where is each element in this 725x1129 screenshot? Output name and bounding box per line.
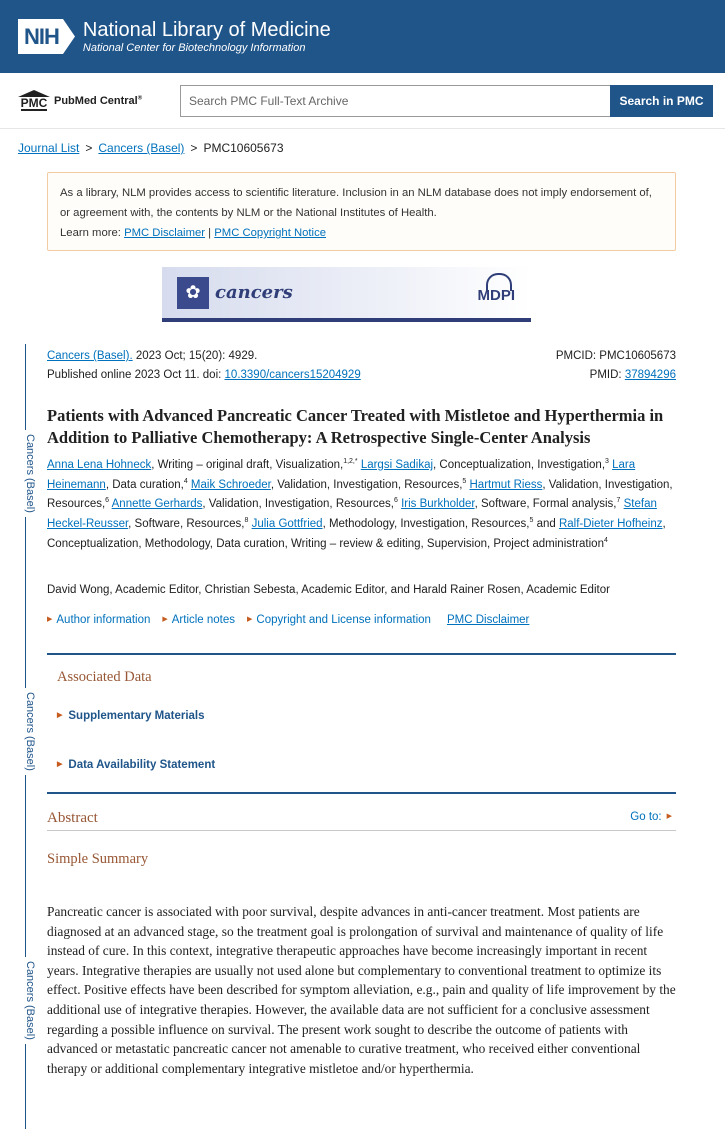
author-link[interactable]: Anna Lena Hohneck <box>47 459 152 471</box>
simple-summary-text: Pancreatic cancer is associated with poor survival, despite advances in anti-cancer treatment. Most patients are diagnosed at an advanced stage, so the treatment goal is prolongation of survival and maintenance of quality of life instead of cure. In this context, integrative therapeutic approaches have become increasingly important in recent years. Integrative therapies are usually not used alone but complementary to conventional treatment to optimize its effect. Positive effects have been described for symptom alleviation, e.g., pain and quality of life improvement by the additional use of integrative therapies. However, the available data are not sufficient for a conclusive assessment regarding a possible influence on survival. The present work sought to describe the outcome of patients with advanced or metastatic pancreatic cancer not amenable to curative treatment, who received either conventional therapy or additional complementary integrative mistletoe and/or hyperthermia. <box>47 904 676 1076</box>
pmc-building-icon: PMC <box>18 90 50 111</box>
author-information-toggle[interactable]: ▶ Author information <box>47 614 151 626</box>
pmc-logo[interactable] <box>18 90 180 111</box>
nih-title: National Library of Medicine <box>82 18 331 41</box>
author-roles: , Conceptualization, Investigation, <box>433 459 606 471</box>
author-link[interactable]: Hartmut Riess <box>469 478 543 491</box>
author-list: Anna Lena Hohneck, Writing – original draft, Visualization,$^{1,2,*}$ Largsi Sadikaj, Conceptualization, Investigation,$^3$ Lara Heinemann, Data curation,$^4$ Maik Schroeder, Validation, Investigation, Resources,$^5$ Hartmut Riess, Validation, Investigation, Resources,$^6$ Annette Gerhards, Validation, Investigation, Resources,$^6$ Iris Burkholder, Software, Formal analysis,$^7$ Stefan Heckel-Reusser, Software, Resources,$^8$ Julia Gottfried, Methodology, Investigation, Resources,$^5$ and Ralf-Dieter Hofheinz, Conceptualization, Methodology, Data curation, Writing – review & editing, Supervision, Project administration$^4$ <box>47 458 673 550</box>
author-link[interactable]: Lara Heinemann <box>47 459 636 491</box>
breadcrumb-journal[interactable]: Cancers (Basel) <box>98 141 185 155</box>
article-title: Patients with Advanced Pancreatic Cancer Treated with Mistletoe and Hyperthermia in Addition to Palliative Chemotherapy: A Retrospective Single-Center Analysis <box>47 406 664 447</box>
goto-menu[interactable]: Go to: ▶ <box>630 811 672 823</box>
nih-badge: NIH <box>18 19 75 54</box>
nih-subtitle: National Center for Biotechnology Information <box>82 41 306 54</box>
author-link[interactable]: Iris Burkholder <box>401 498 475 511</box>
pmc-search-bar <box>0 73 725 129</box>
triangle-right-icon: ▶ <box>666 813 672 820</box>
author-link[interactable]: Annette Gerhards <box>111 498 203 511</box>
article-notes-toggle[interactable]: ▶ Article notes <box>162 614 236 626</box>
nlm-disclaimer-notice <box>47 172 676 251</box>
author-roles: , Software, Formal analysis, <box>474 498 617 511</box>
citation-published: Published online 2023 Oct 11. doi: <box>47 369 222 381</box>
triangle-right-icon: ▶ <box>57 712 63 719</box>
author-link[interactable]: Julia Gottfried <box>251 518 323 531</box>
nih-arrow-icon <box>63 19 75 54</box>
article-meta-links <box>47 614 529 626</box>
author-link[interactable]: Stefan Heckel-Reusser <box>47 498 657 531</box>
notice-text: As a library, NLM provides access to scientific literature. Inclusion in an NLM database does not imply endorsement of, or agreement with, the contents by NLM or the National Institutes of Health. <box>60 187 652 219</box>
notice-separator: | <box>208 227 212 239</box>
academic-editors: David Wong, Academic Editor, Christian Sebesta, Academic Editor, and Harald Rainer Rosen, Academic Editor <box>47 584 610 596</box>
author-link[interactable]: Maik Schroeder <box>190 478 271 491</box>
journal-banner[interactable] <box>162 267 531 322</box>
triangle-right-icon: ▶ <box>162 616 168 623</box>
author-link[interactable]: Largsi Sadikaj <box>360 459 434 471</box>
breadcrumb-separator: > <box>85 141 93 155</box>
pmid-label: PMID: <box>589 369 622 381</box>
abstract-header <box>47 809 676 831</box>
doi-link[interactable]: 10.3390/cancers15204929 <box>224 369 361 381</box>
notice-learn-more: Learn more: <box>60 227 121 239</box>
search-input[interactable] <box>180 85 610 117</box>
triangle-right-icon: ▶ <box>47 616 53 623</box>
author-roles: , Data curation, <box>105 478 184 491</box>
data-availability-toggle[interactable]: ▶ Data Availability Statement <box>57 759 216 771</box>
associated-data-section <box>47 653 676 794</box>
abstract-heading: Abstract <box>47 810 98 826</box>
citation-journal-link[interactable]: Cancers (Basel). <box>47 350 133 362</box>
author-link[interactable]: Ralf-Dieter Hofheinz <box>558 518 663 531</box>
simple-summary-heading: Simple Summary <box>47 851 149 867</box>
pmc-disclaimer-link[interactable]: PMC Disclaimer <box>124 227 206 239</box>
search-button[interactable]: Search in PMC <box>610 85 713 117</box>
author-roles: , Validation, Investigation, Resources, <box>47 478 673 511</box>
nih-logo[interactable] <box>18 19 331 55</box>
copyright-license-toggle[interactable]: ▶ Copyright and License information <box>247 614 431 626</box>
citation-issue: 2023 Oct; 15(20): 4929. <box>135 350 258 362</box>
mdpi-logo: MDPI <box>478 281 516 304</box>
pmcid: PMCID: PMC10605673 <box>555 350 676 362</box>
pmc-disclaimer-link[interactable]: PMC Disclaimer <box>446 614 530 626</box>
breadcrumb-journal-list[interactable]: Journal List <box>18 141 80 155</box>
rail-journal-label: Cancers (Basel) <box>14 430 36 517</box>
author-roles: , Conceptualization, Methodology, Data curation, Writing – review & editing, Supervision, Project administration <box>47 518 666 550</box>
journal-banner-name: cancers <box>215 282 293 303</box>
breadcrumb-current: PMC10605673 <box>203 141 284 155</box>
journal-logo-icon: ✿ <box>177 277 209 309</box>
breadcrumb <box>18 141 284 155</box>
pmid-link[interactable]: 37894296 <box>624 369 676 381</box>
triangle-right-icon: ▶ <box>247 616 253 623</box>
pmc-name: PubMed Central® <box>54 94 143 107</box>
triangle-right-icon: ▶ <box>57 761 63 768</box>
breadcrumb-separator: > <box>190 141 198 155</box>
author-roles: , Methodology, Investigation, Resources, <box>322 518 530 531</box>
rail-journal-label: Cancers (Basel) <box>14 957 36 1044</box>
author-roles: , Validation, Investigation, Resources, <box>270 478 463 491</box>
author-roles: , Validation, Investigation, Resources, <box>202 498 394 511</box>
author-roles: , Software, Resources, <box>128 518 245 531</box>
pmc-copyright-link[interactable]: PMC Copyright Notice <box>214 227 326 239</box>
associated-data-heading: Associated Data <box>57 669 152 685</box>
supplementary-materials-toggle[interactable]: ▶ Supplementary Materials <box>57 710 205 722</box>
search-form <box>180 85 713 117</box>
nih-header <box>0 0 725 73</box>
rail-journal-label: Cancers (Basel) <box>14 688 36 775</box>
citation-block <box>47 347 676 385</box>
author-roles: , Writing – original draft, Visualization, <box>151 459 344 471</box>
